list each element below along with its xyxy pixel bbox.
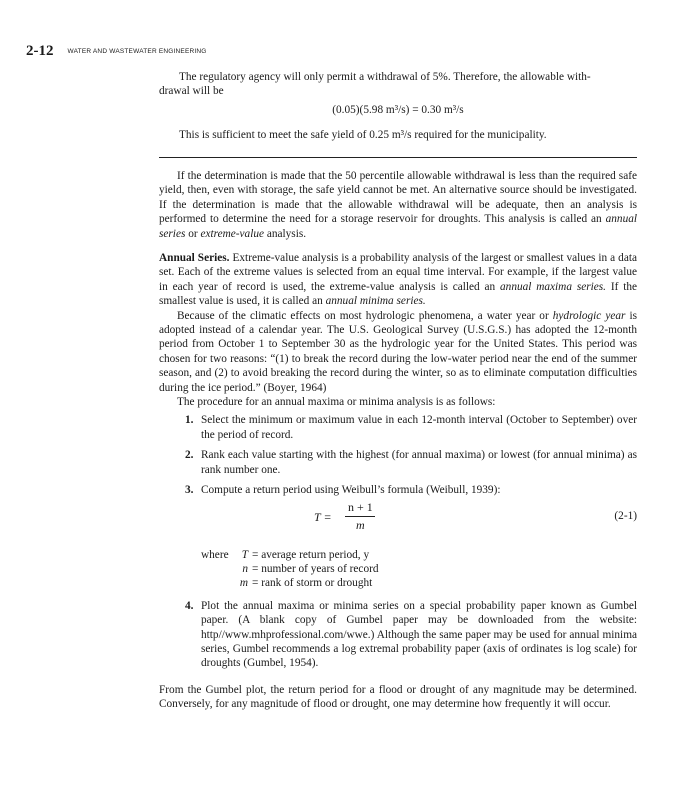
definition-symbol: T	[241, 548, 248, 561]
example-line-1: The regulatory agency will only permit a withdrawal of 5%. Therefore, the allowable with-	[179, 71, 591, 83]
example-block	[159, 70, 637, 141]
section-heading: Annual Series.	[159, 252, 230, 264]
closing-paragraph	[159, 683, 637, 712]
definition-row	[201, 562, 637, 576]
annual-series-p2a: Because of the climatic effects on most hydrologic phenomena, a water year or	[177, 309, 549, 322]
fraction-bar	[345, 516, 375, 517]
fraction	[314, 499, 377, 533]
paragraph1-end: analysis.	[266, 227, 307, 240]
closing-text: From the Gumbel plot, the return period for a flood or drought of any magnitude may be determined. Conversely, for any magnitude of flood or drought, one may determine how frequently it will occur.	[159, 684, 637, 711]
annual-series-p3: The procedure for an annual maxima or minima analysis is as follows:	[177, 396, 496, 409]
step-text: Plot the annual maxima or minima series on a special probability paper known as Gumbel paper. (A blank copy of Gumbel paper may be downloaded from the website: http//www.mhprofessional.com/wwe.) Although the same paper may be used for annual minima series, Gumbel recommends a log extremal probability paper (axis of ordinates is log scale) for droughts (Gumbel, 1954).	[201, 599, 637, 670]
term-annual-series: annual series	[159, 213, 638, 240]
paragraph-safe-yield	[159, 169, 637, 241]
step-number: 1.	[185, 414, 194, 427]
example-equation: (0.05)(5.98 m³/s) = 0.30 m³/s	[332, 103, 464, 116]
definition-text: = average return period, y	[252, 548, 370, 561]
definition-text: = number of years of record	[252, 562, 379, 575]
example-line-2: drawal will be	[159, 85, 224, 98]
annual-series-p2b: is adopted instead of a calendar year. The U.S. Geological Survey (U.S.G.S.) has adopted the 12-month period from October 1 to September 30 as the hydrologic year for the United States. This period was chosen for two reasons: “(1) to break the record during the low-water period near the end of the summer season, and (2) to avoid breaking the record during the winter, so as to eliminate computation difficulties during the ice period.” (Boyer, 1964)	[159, 309, 638, 394]
step-text: Select the minimum or maximum value in each 12-month interval (October to September) over the period of record.	[201, 414, 637, 441]
step-text: Rank each value starting with the highest (for annual maxima) or lowest (for annual minima) as rank number one.	[201, 449, 637, 476]
where-lead: where	[201, 548, 229, 561]
list-item	[159, 483, 637, 497]
definition-symbol: n	[242, 562, 248, 575]
formula-lhs: T =	[314, 509, 332, 524]
list-item	[159, 448, 637, 477]
step-number: 2.	[185, 449, 194, 462]
where-definitions	[201, 548, 637, 591]
step-number: 3.	[185, 484, 194, 497]
equation-number: (2-1)	[614, 509, 637, 522]
list-item	[159, 413, 637, 442]
step-number: 4.	[185, 599, 194, 612]
term-extreme-value: extreme-value	[200, 227, 264, 240]
definition-row	[201, 548, 637, 562]
example-conclusion: This is sufficient to meet the safe yield of 0.25 m³/s required for the municipality.	[179, 128, 547, 141]
definition-symbol: m	[239, 577, 248, 590]
term-hydrologic-year: hydrologic year	[552, 309, 626, 322]
annual-series-section	[159, 251, 637, 677]
step-text: Compute a return period using Weibull’s formula (Weibull, 1939):	[201, 484, 501, 497]
formula-denominator: m	[356, 517, 365, 532]
annual-series-p1b: If the smallest value is used, it is called an	[159, 280, 638, 308]
running-header	[26, 42, 207, 60]
paragraph1-or: or	[188, 227, 198, 240]
definition-row	[201, 576, 637, 590]
page-number: 2-12	[26, 43, 54, 59]
list-item	[159, 599, 637, 671]
example-end-rule	[159, 157, 637, 158]
paragraph1-text: If the determination is made that the 50 percentile allowable withdrawal is less than the required safe yield, then, even with storage, the safe yield cannot be met. An alternative source should be investigated. If the determination is made that the allowable withdrawal will be adequate, then an analysis is performed to determine the need for a storage reservoir for droughts. This analysis is called an	[159, 170, 637, 226]
procedure-list-continued	[159, 599, 637, 671]
definition-text: = rank of storm or drought	[252, 577, 373, 590]
term-annual-minima: annual minima series.	[325, 295, 426, 308]
formula-numerator: n + 1	[348, 499, 373, 514]
weibull-formula	[159, 500, 637, 542]
term-annual-maxima: annual maxima series.	[500, 280, 607, 293]
annual-series-p1a: Extreme-value analysis is a probability analysis of the largest or smallest values in a data set. Each of the extreme values is selected from an equal time interval. For example, if the largest value in each year of record is used, the extreme-value analysis is called an	[159, 252, 637, 293]
procedure-list	[159, 413, 637, 497]
running-title: WATER AND WASTEWATER ENGINEERING	[67, 48, 207, 55]
